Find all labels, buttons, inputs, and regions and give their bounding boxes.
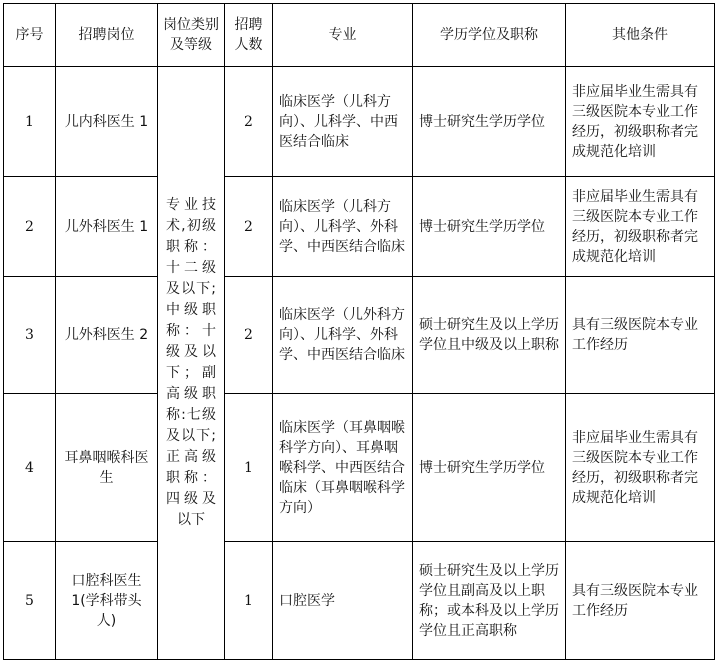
header-major: 专业 [273,4,413,67]
row-position: 口腔科医生1(学科带头人) [56,542,158,660]
row-position: 儿外科医生 1 [56,177,158,277]
header-seq: 序号 [4,4,56,67]
row-major: 临床医学（儿科方向）、儿科学、外科学、中西医结合临床 [273,177,413,277]
header-row [4,4,715,67]
table-row [4,394,715,542]
header-other: 其他条件 [566,4,715,67]
table-row [4,542,715,660]
row-seq: 1 [4,67,56,177]
row-seq: 5 [4,542,56,660]
row-degree: 硕士研究生及以上学历学位且中级及以上职称 [413,277,566,394]
row-other: 具有三级医院本专业工作经历 [566,542,715,660]
row-major: 临床医学（儿外科方向）、儿科学、外科学、中西医结合临床 [273,277,413,394]
recruitment-table [3,3,715,660]
row-seq: 3 [4,277,56,394]
row-seq: 2 [4,177,56,277]
header-degree: 学历学位及职称 [413,4,566,67]
row-position: 儿内科医生 1 [56,67,158,177]
row-degree: 博士研究生学历学位 [413,177,566,277]
header-count: 招聘人数 [225,4,273,67]
header-category: 岗位类别及等级 [158,4,225,67]
row-other: 非应届毕业生需具有三级医院本专业工作经历，初级职称者完成规范化培训 [566,67,715,177]
row-count: 2 [225,177,273,277]
table-row [4,277,715,394]
row-position: 耳鼻咽喉科医生 [56,394,158,542]
row-degree: 博士研究生学历学位 [413,394,566,542]
row-count: 2 [225,277,273,394]
header-position: 招聘岗位 [56,4,158,67]
row-count: 1 [225,394,273,542]
row-degree: 博士研究生学历学位 [413,67,566,177]
row-major: 临床医学（儿科方向）、儿科学、中西医结合临床 [273,67,413,177]
row-position: 儿外科医生 2 [56,277,158,394]
row-degree: 硕士研究生及以上学历学位且副高及以上职称；或本科及以上学历学位且正高职称 [413,542,566,660]
row-seq: 4 [4,394,56,542]
row-other: 具有三级医院本专业工作经历 [566,277,715,394]
table-row [4,177,715,277]
row-other: 非应届毕业生需具有三级医院本专业工作经历，初级职称者完成规范化培训 [566,177,715,277]
row-category-merged: 专业技术,初级职称：十二级及以下;中级职称：十级及以下；副高级职称:七级及以下;正高级职称：四级及以下 [158,67,225,660]
table-row [4,67,715,177]
row-major: 临床医学（耳鼻咽喉科学方向）、耳鼻咽喉科学、中西医结合临床（耳鼻咽喉科学方向） [273,394,413,542]
row-count: 1 [225,542,273,660]
row-other: 非应届毕业生需具有三级医院本专业工作经历，初级职称者完成规范化培训 [566,394,715,542]
row-count: 2 [225,67,273,177]
row-major: 口腔医学 [273,542,413,660]
